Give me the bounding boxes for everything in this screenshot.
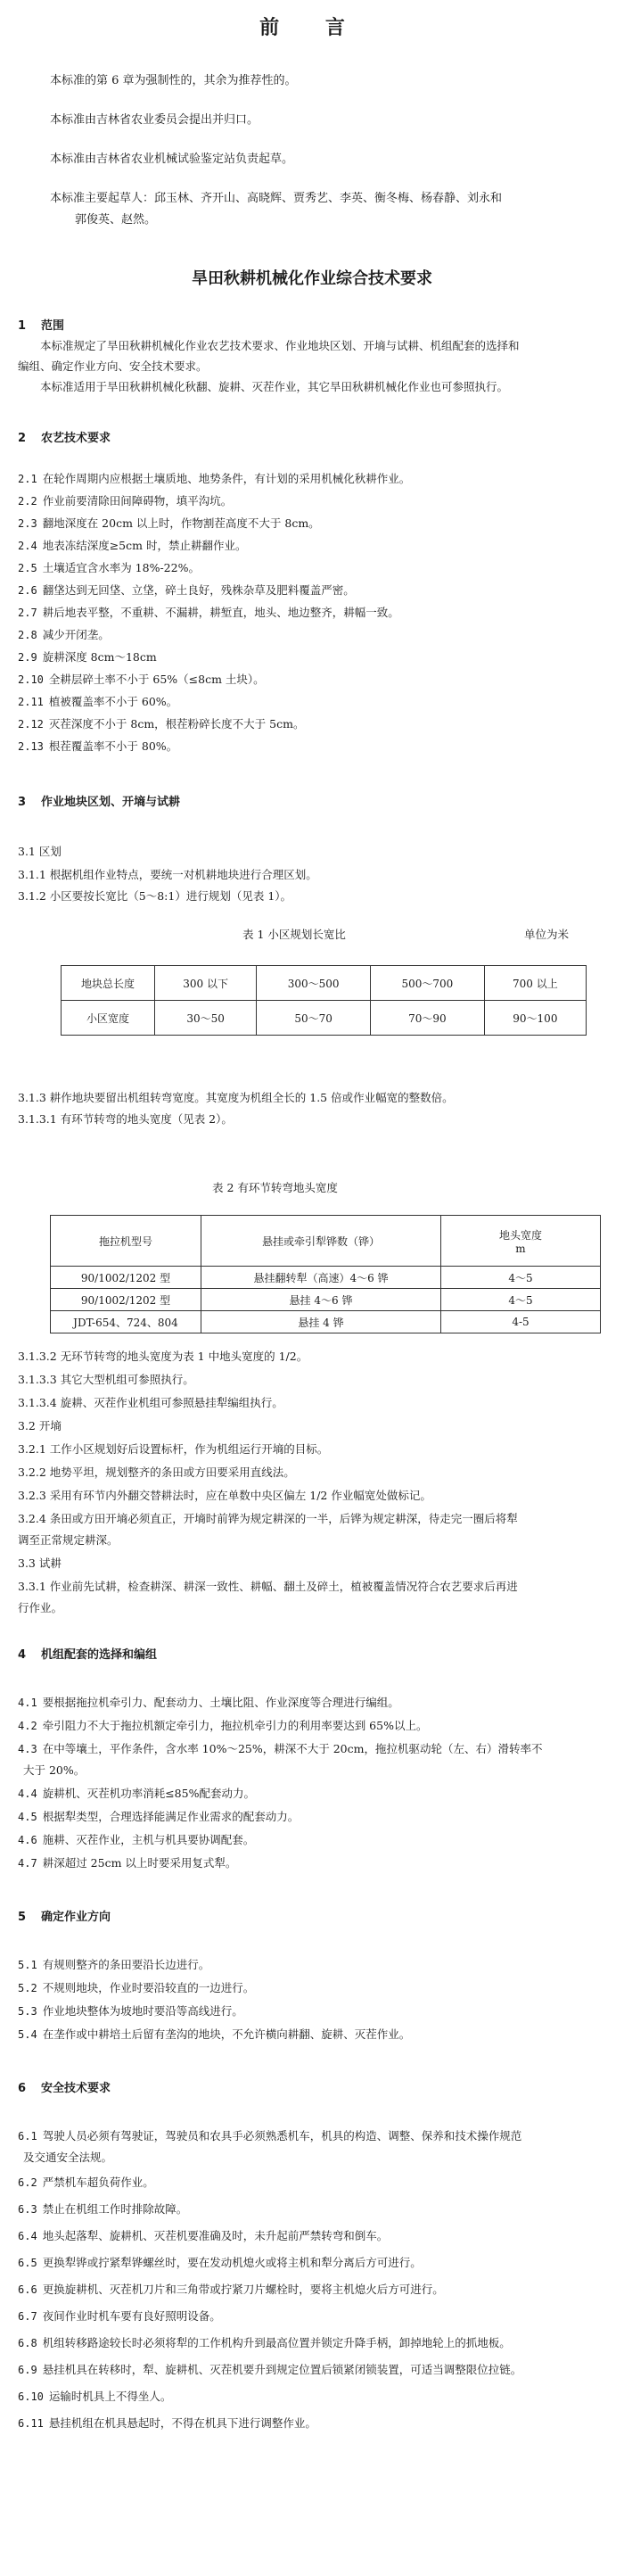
table-header-row xyxy=(51,1216,601,1267)
table-cell: 30～50 xyxy=(155,1001,257,1036)
scope-paragraph: 编组、确定作业方向、安全技术要求。 xyxy=(18,359,208,373)
clause: 2.9 旋耕深度 8cm～18cm xyxy=(18,650,157,664)
row-label: 小区宽度 xyxy=(62,1001,155,1036)
table-cell: 4～5 xyxy=(441,1289,601,1311)
clause: 2.1 在轮作周期内应根据土壤质地、地势条件，有计划的采用机械化秋耕作业。 xyxy=(18,472,411,485)
preface-line: 本标准由吉林省农业委员会提出并归口。 xyxy=(50,113,259,127)
clause: 2.7 耕后地表平整，不重耕、不漏耕，耕堑直，地头、地边整齐，耕幅一致。 xyxy=(18,606,399,619)
clause: 6.11 悬挂机组在机具悬起时，不得在机具下进行调整作业。 xyxy=(18,2416,316,2430)
clause: 5.4 在垄作或中耕培土后留有垄沟的地块，不允许横向耕翻、旋耕、灭茬作业。 xyxy=(18,2027,411,2041)
section-number: 6 xyxy=(18,2082,27,2095)
clause: 6.5 更换犁铧或拧紧犁铧螺丝时，要在发动机熄火或将主机和犁分离后方可进行。 xyxy=(18,2256,422,2269)
table-cell: 70～90 xyxy=(370,1001,484,1036)
clause: 3.2.4 条田或方田开墒必须直正，开墒时前铧为规定耕深的一半，后铧为规定耕深，待走完一圈后将犁 xyxy=(18,1512,518,1525)
clause: 2.6 翻垡达到无回垡、立垡，碎土良好，残株杂草及肥料覆盖严密。 xyxy=(18,583,355,597)
table-caption: 表 2 有环节转弯地头宽度 xyxy=(212,1181,338,1194)
clause: 行作业。 xyxy=(18,1601,63,1614)
table-cell: 50～70 xyxy=(257,1001,371,1036)
section-title: 作业地块区划、开墒与试耕 xyxy=(41,796,181,809)
clause: 4.3 在中等壤土，平作条件，含水率 10%～25%，耕深不大于 20cm，拖拉机驱动轮（左、右）滑转率不 xyxy=(18,1742,543,1755)
clause xyxy=(18,2440,606,2460)
table-row xyxy=(51,1311,601,1333)
section-number: 2 xyxy=(18,432,27,445)
clause: 3.2 开墒 xyxy=(18,1419,62,1432)
clause: 3.1.3.4 旋耕、灭茬作业机组可参照悬挂犁编组执行。 xyxy=(18,1396,283,1409)
clause: 4.5 根据犁类型，合理选择能满足作业需求的配套动力。 xyxy=(18,1810,300,1823)
table-cell: 700 以上 xyxy=(484,966,586,1001)
table-row xyxy=(62,966,587,1001)
section-title: 机组配套的选择和编组 xyxy=(41,1648,158,1662)
section-title: 范围 xyxy=(41,319,65,333)
clause: 3.2.1 工作小区规划好后设置标杆，作为机组运行开墒的目标。 xyxy=(18,1442,329,1456)
clause: 6.6 更换旋耕机、灭茬机刀片和三角带或拧紧刀片螺栓时，要将主机熄火后方可进行。 xyxy=(18,2283,444,2296)
clause: 2.5 土壤适宜含水率为 18%-22%。 xyxy=(18,561,200,574)
table-cell: 300～500 xyxy=(257,966,371,1001)
clause: 6.10 运输时机具上不得坐人。 xyxy=(18,2390,172,2403)
table-caption: 表 1 小区规划长宽比 xyxy=(242,928,346,941)
table-cell: 悬挂 4～6 铧 xyxy=(201,1289,441,1311)
clause: 3.1.1 根据机组作业特点，要统一对机耕地块进行合理区划。 xyxy=(18,868,317,881)
clause: 2.10 全耕层碎土率不小于 65%（≤8cm 土块）。 xyxy=(18,673,265,686)
section-heading xyxy=(18,2078,111,2095)
section-heading xyxy=(18,1645,157,1662)
section-heading xyxy=(18,1907,111,1924)
section-title: 确定作业方向 xyxy=(41,1911,111,1924)
clause: 5.3 作业地块整体为坡地时要沿等高线进行。 xyxy=(18,2004,243,2018)
preface-line: 本标准主要起草人：邱玉林、齐开山、高晓辉、贾秀艺、李英、衡冬梅、杨春静、刘永和 xyxy=(50,192,503,205)
clause: 3.2.3 采用有环节内外翻交替耕法时，应在单数中央区偏左 1/2 作业幅宽处做标记。 xyxy=(18,1489,431,1502)
clause: 5.2 不规则地块，作业时要沿较直的一边进行。 xyxy=(18,1981,255,1994)
column-header: 拖拉机型号 xyxy=(51,1216,201,1267)
section-heading xyxy=(18,792,180,809)
table-row xyxy=(51,1289,601,1311)
column-header: 地头宽度 m xyxy=(441,1216,601,1267)
clause: 2.12 灭茬深度不小于 8cm，根茬粉碎长度不大于 5cm。 xyxy=(18,717,305,731)
preface-line: 本标准由吉林省农业机械试验鉴定站负责起草。 xyxy=(50,153,294,166)
section-heading xyxy=(18,428,111,445)
clause: 2.3 翻地深度在 20cm 以上时，作物割茬高度不大于 8cm。 xyxy=(18,516,320,530)
clause: 6.4 地头起落犁、旋耕机、灭茬机要准确及时，未升起前严禁转弯和倒车。 xyxy=(18,2229,389,2242)
clause: 3.1.3.3 其它大型机组可参照执行。 xyxy=(18,1373,194,1386)
table-cell: 4-5 xyxy=(441,1311,601,1333)
clause: 6.3 禁止在机组工作时排除故障。 xyxy=(18,2202,188,2216)
section-title: 安全技术要求 xyxy=(41,2082,111,2095)
clause: 3.1.3.1 有环节转弯的地头宽度（见表 2）。 xyxy=(18,1112,233,1126)
table-unit: 单位为米 xyxy=(524,928,570,941)
table-cell: 90/1002/1202 型 xyxy=(51,1289,201,1311)
section-number: 1 xyxy=(18,319,27,333)
section-number: 3 xyxy=(18,796,27,809)
clause: 3.2.2 地势平坦，规划整齐的条田或方田要采用直线法。 xyxy=(18,1466,295,1479)
section-number: 4 xyxy=(18,1648,27,1662)
clause: 3.1 区划 xyxy=(18,845,62,858)
clause: 大于 20%。 xyxy=(23,1763,86,1777)
preface-line: 本标准的第 6 章为强制性的，其余为推荐性的。 xyxy=(50,74,297,87)
table-cell: 悬挂 4 铧 xyxy=(201,1311,441,1333)
section-heading xyxy=(18,316,64,333)
table-cell: 500～700 xyxy=(370,966,484,1001)
clause: 2.8 减少开闭垄。 xyxy=(18,628,110,641)
table-row xyxy=(51,1267,601,1289)
table-cell: 4～5 xyxy=(441,1267,601,1289)
headland-table xyxy=(50,1215,601,1333)
table-cell: 悬挂翻转犁（高速）4～6 铧 xyxy=(201,1267,441,1289)
clause: 3.1.2 小区要按长宽比（5～8:1）进行规划（见表 1）。 xyxy=(18,889,292,903)
table-row xyxy=(62,1001,587,1036)
table-cell: JDT-654、724、804 xyxy=(51,1311,201,1333)
row-label: 地块总长度 xyxy=(62,966,155,1001)
clause: 3.3.1 作业前先试耕，检查耕深、耕深一致性、耕幅、翻土及碎土，植被覆盖情况符合农艺要求后再进 xyxy=(18,1580,518,1593)
clause: 3.1.3 耕作地块要留出机组转弯宽度。其宽度为机组全长的 1.5 倍或作业幅宽的整数倍。 xyxy=(18,1091,454,1104)
document-title: 旱田秋耕机械化作业综合技术要求 xyxy=(192,269,432,288)
section-number: 5 xyxy=(18,1911,27,1924)
clause: 4.4 旋耕机、灭茬机功率消耗≤85%配套动力。 xyxy=(18,1787,255,1800)
zoning-table xyxy=(61,965,587,1036)
clause: 2.11 植被覆盖率不小于 60%。 xyxy=(18,695,178,708)
clause: 调至正常规定耕深。 xyxy=(18,1533,119,1547)
clause: 2.2 作业前要清除田间障碍物，填平沟坑。 xyxy=(18,494,233,508)
clause: 6.8 机组转移路途较长时必须将犁的工作机构升到最高位置并锁定升降手柄，卸掉地轮上的抓地板。 xyxy=(18,2336,511,2349)
clause: 5.1 有规则整齐的条田要沿长边进行。 xyxy=(18,1958,210,1971)
clause: 4.6 施耕、灭茬作业，主机与机具要协调配套。 xyxy=(18,1833,255,1846)
scope-paragraph: 本标准规定了旱田秋耕机械化作业农艺技术要求、作业地块区划、开墒与试耕、机组配套的选择和 xyxy=(40,339,520,352)
clause: 6.7 夜间作业时机车要有良好照明设备。 xyxy=(18,2309,221,2323)
table-cell: 90/1002/1202 型 xyxy=(51,1267,201,1289)
clause: 2.13 根茬覆盖率不小于 80%。 xyxy=(18,739,178,753)
preface-title: 前 言 xyxy=(259,16,365,39)
clause: 2.4 地表冻结深度≥5cm 时，禁止耕翻作业。 xyxy=(18,539,247,552)
preface-line: 郭俊英、赵然。 xyxy=(75,213,157,227)
column-header: 悬挂或牵引犁铧数（铧） xyxy=(201,1216,441,1267)
clause: 6.2 严禁机车超负荷作业。 xyxy=(18,2176,154,2189)
table-cell: 90～100 xyxy=(484,1001,586,1036)
clause: 6.9 悬挂机具在转移时，犁、旋耕机、灭茬机要升到规定位置后锁紧闭锁装置，可适当调整限位拉链。 xyxy=(18,2363,522,2376)
scope-paragraph: 本标准适用于旱田秋耕机械化秋翻、旋耕、灭茬作业，其它旱田秋耕机械化作业也可参照执行。 xyxy=(40,380,509,393)
clause: 3.1.3.2 无环节转弯的地头宽度为表 1 中地头宽度的 1/2。 xyxy=(18,1350,308,1363)
clause: 4.7 耕深超过 25cm 以上时要采用复式犁。 xyxy=(18,1856,237,1870)
clause: 及交通安全法规。 xyxy=(23,2151,113,2164)
clause: 6.1 驾驶人员必须有驾驶证，驾驶员和农具手必须熟悉机车，机具的构造、调整、保养和技术操作规范 xyxy=(18,2129,522,2143)
section-title: 农艺技术要求 xyxy=(41,432,111,445)
clause: 4.2 牵引阻力不大于拖拉机额定牵引力，拖拉机牵引力的利用率要达到 65%以上。 xyxy=(18,1719,428,1732)
table-cell: 300 以下 xyxy=(155,966,257,1001)
clause: 4.1 要根据拖拉机牵引力、配套动力、土壤比阻、作业深度等合理进行编组。 xyxy=(18,1696,399,1709)
clause: 3.3 试耕 xyxy=(18,1556,62,1570)
